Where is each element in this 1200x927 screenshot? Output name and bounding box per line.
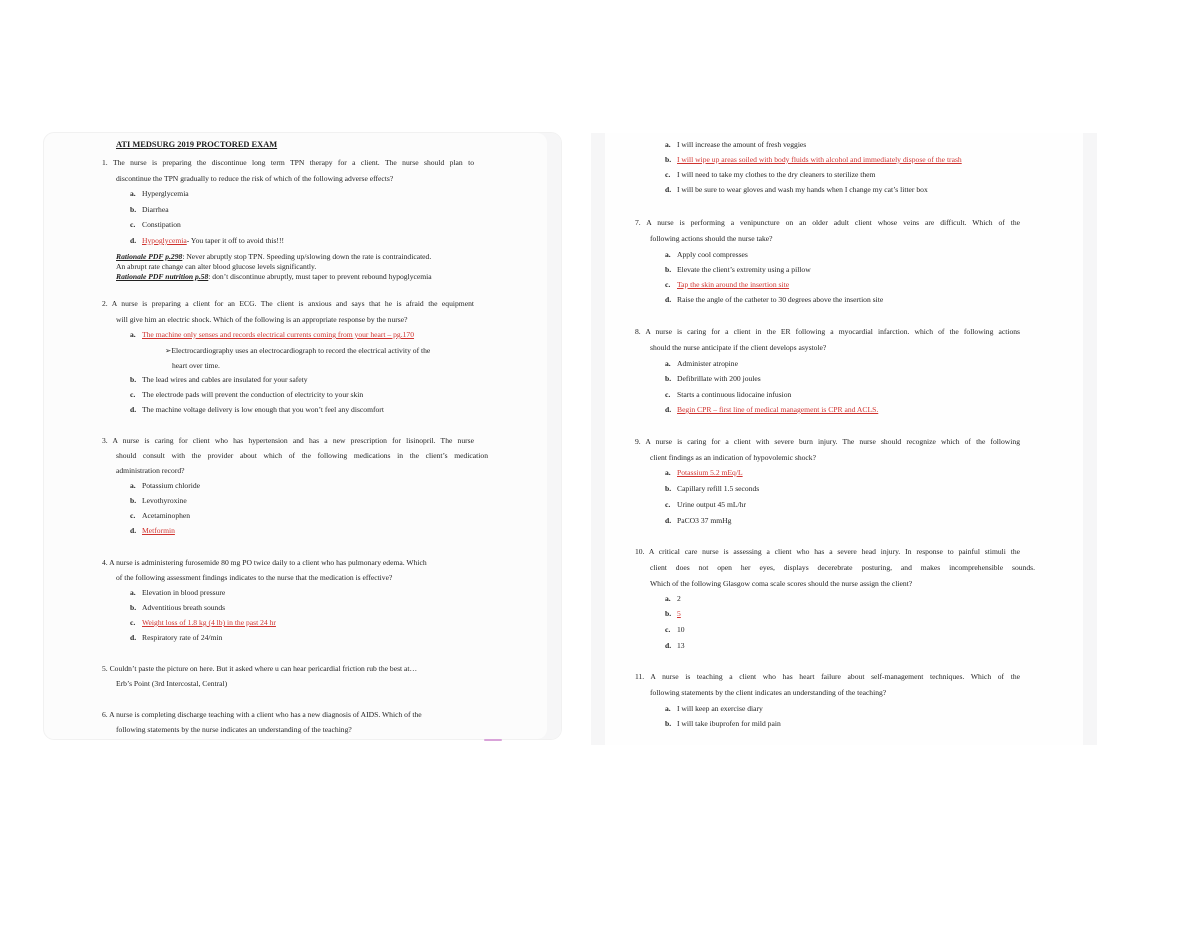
question-5-line-2: Erb’s Point (3rd Intercostal, Central) [116,679,228,688]
question-11-option-a: a. I will keep an exercise diary [665,704,763,713]
question-2-option-d: d. The machine voltage delivery is low enough that you won’t feel any discomfort [130,405,384,414]
question-1-line-1: 1. The nurse is preparing the discontinue long term TPN therapy for a client. The nurse should plan to [102,158,474,167]
question-8-option-b: b. Defibrillate with 200 joules [665,374,761,383]
question-5-line-1: 5. Couldn’t paste the picture on here. But it asked where u can hear pericardial friction rub the best at… [102,664,418,673]
question-1-option-b: b. Diarrhea [130,205,169,214]
question-11-line-1: 11. A nurse is teaching a client who has heart failure about self-management techniques. Which of the [635,672,1020,681]
question-6-option-d: d. I will be sure to wear gloves and wash my hands when I change my cat’s litter box [665,185,928,194]
question-1-option-a: a. Hyperglycemia [130,189,189,198]
question-6-line-2: following statements by the nurse indicates an understanding of the teaching? [116,725,352,734]
question-4-option-a: a. Elevation in blood pressure [130,588,226,597]
question-1-option-c: c. Constipation [130,220,181,229]
question-9-option-a-answer: a. Potassium 5.2 mEq/L [665,468,743,477]
question-10-line-2: client does not open her eyes, displays decerebrate posturing, and makes incomprehensible sounds. [650,563,1035,572]
question-1-rationale-1: Rationale PDF p.298: Never abruptly stop TPN. Speeding up/slowing down the rate is contraindicated. [116,252,432,261]
question-10-line-1: 10. A critical care nurse is assessing a client who has a severe head injury. In response to painful stimuli the [635,547,1020,556]
question-3-line-1: 3. A nurse is caring for client who has hypertension and has a new prescription for lisinopril. The nurse [102,436,474,445]
question-2-option-a-answer: a. The machine only senses and records electrical currents coming from your heart – pg.170 [130,330,415,339]
scroll-indicator [484,739,502,741]
question-8-option-a: a. Administer atropine [665,359,738,368]
question-2-line-2: will give him an electric shock. Which of the following is an appropriate response by the nurse? [116,315,408,324]
question-1-rationale-2: Rationale PDF nutrition p.58: don’t discontinue abruptly, must taper to prevent rebound hypoglycemia [116,272,432,281]
question-7-line-1: 7. A nurse is performing a venipuncture on an older adult client whose veins are difficult. Which of the [635,218,1020,227]
question-10-option-b-answer: b. 5 [665,609,681,618]
question-1-option-d-answer: d. Hypoglycemia- You taper it off to avoid this!!! [130,236,285,245]
question-3-option-d-answer: d. Metformin [130,526,175,535]
question-4-option-d: d. Respiratory rate of 24/min [130,633,223,642]
question-8-line-1: 8. A nurse is caring for a client in the ER following a myocardial infarction. which of the following actions [635,327,1020,336]
question-4-option-c-answer: c. Weight loss of 1.8 kg (4 lb) in the past 24 hr [130,618,276,627]
document-title: ATI MEDSURG 2019 PROCTORED EXAM [116,140,278,149]
question-2-line-1: 2. A nurse is preparing a client for an ECG. The client is anxious and says that he is afraid the equipment [102,299,474,308]
question-3-line-2: should consult with the provider about which of the following medications in the client’s medication [116,451,488,460]
question-2-option-b: b. The lead wires and cables are insulated for your safety [130,375,308,384]
question-7-option-c-answer: c. Tap the skin around the insertion site [665,280,790,289]
question-10-option-a: a. 2 [665,594,681,603]
question-9-line-1: 9. A nurse is caring for a client with severe burn injury. The nurse should recognize which of the following [635,437,1020,446]
question-4-line-1: 4. A nurse is administering furosemide 80 mg PO twice daily to a client who has pulmonary edema. Which [102,558,427,567]
question-1-line-2: discontinue the TPN gradually to reduce the risk of which of the following adverse effects? [116,174,394,183]
question-10-option-c: c. 10 [665,625,685,634]
question-2-note-line-1: ➢Electrocardiography uses an electrocardiograph to record the electrical activity of the [165,346,431,355]
question-10-option-d: d. 13 [665,641,685,650]
question-3-line-3: administration record? [116,466,185,475]
question-8-line-2: should the nurse anticipate if the client develops asystole? [650,343,827,352]
question-8-option-d-answer: d. Begin CPR – first line of medical management is CPR and ACLS. [665,405,879,414]
question-2-note-line-2: heart over time. [172,361,220,370]
question-6-option-c: c. I will need to take my clothes to the dry cleaners to sterilize them [665,170,876,179]
question-9-option-d: d. PaCO3 37 mmHg [665,516,732,525]
question-11-option-b: b. I will take ibuprofen for mild pain [665,719,781,728]
question-4-option-b: b. Adventitious breath sounds [130,603,226,612]
question-9-line-2: client findings as an indication of hypovolemic shock? [650,453,816,462]
question-7-option-a: a. Apply cool compresses [665,250,748,259]
question-7-option-b: b. Elevate the client’s extremity using a pillow [665,265,811,274]
question-11-line-2: following statements by the client indicates an understanding of the teaching? [650,688,887,697]
question-4-line-2: of the following assessment findings indicates to the nurse that the medication is effective? [116,573,393,582]
question-3-option-c: c. Acetaminophen [130,511,191,520]
question-1-rationale-1-line-2: An abrupt rate change can alter blood glucose levels significantly. [116,262,317,271]
question-9-option-b: b. Capillary refill 1.5 seconds [665,484,760,493]
question-3-option-b: b. Levothyroxine [130,496,187,505]
question-9-option-c: c. Urine output 45 mL/hr [665,500,746,509]
question-6-option-b-answer: b. I will wipe up areas soiled with body fluids with alcohol and immediately dispose of the trash [665,155,962,164]
question-7-option-d: d. Raise the angle of the catheter to 30 degrees above the insertion site [665,295,884,304]
question-7-line-2: following actions should the nurse take? [650,234,773,243]
question-2-option-c: c. The electrode pads will prevent the conduction of electricity to your skin [130,390,364,399]
question-10-line-3: Which of the following Glasgow coma scale scores should the nurse assign the client? [650,579,913,588]
question-6-option-a: a. I will increase the amount of fresh veggies [665,140,807,149]
question-3-option-a: a. Potassium chloride [130,481,201,490]
question-8-option-c: c. Starts a continuous lidocaine infusion [665,390,792,399]
question-6-line-1: 6. A nurse is completing discharge teaching with a client who has a new diagnosis of AIDS. Which of the [102,710,422,719]
